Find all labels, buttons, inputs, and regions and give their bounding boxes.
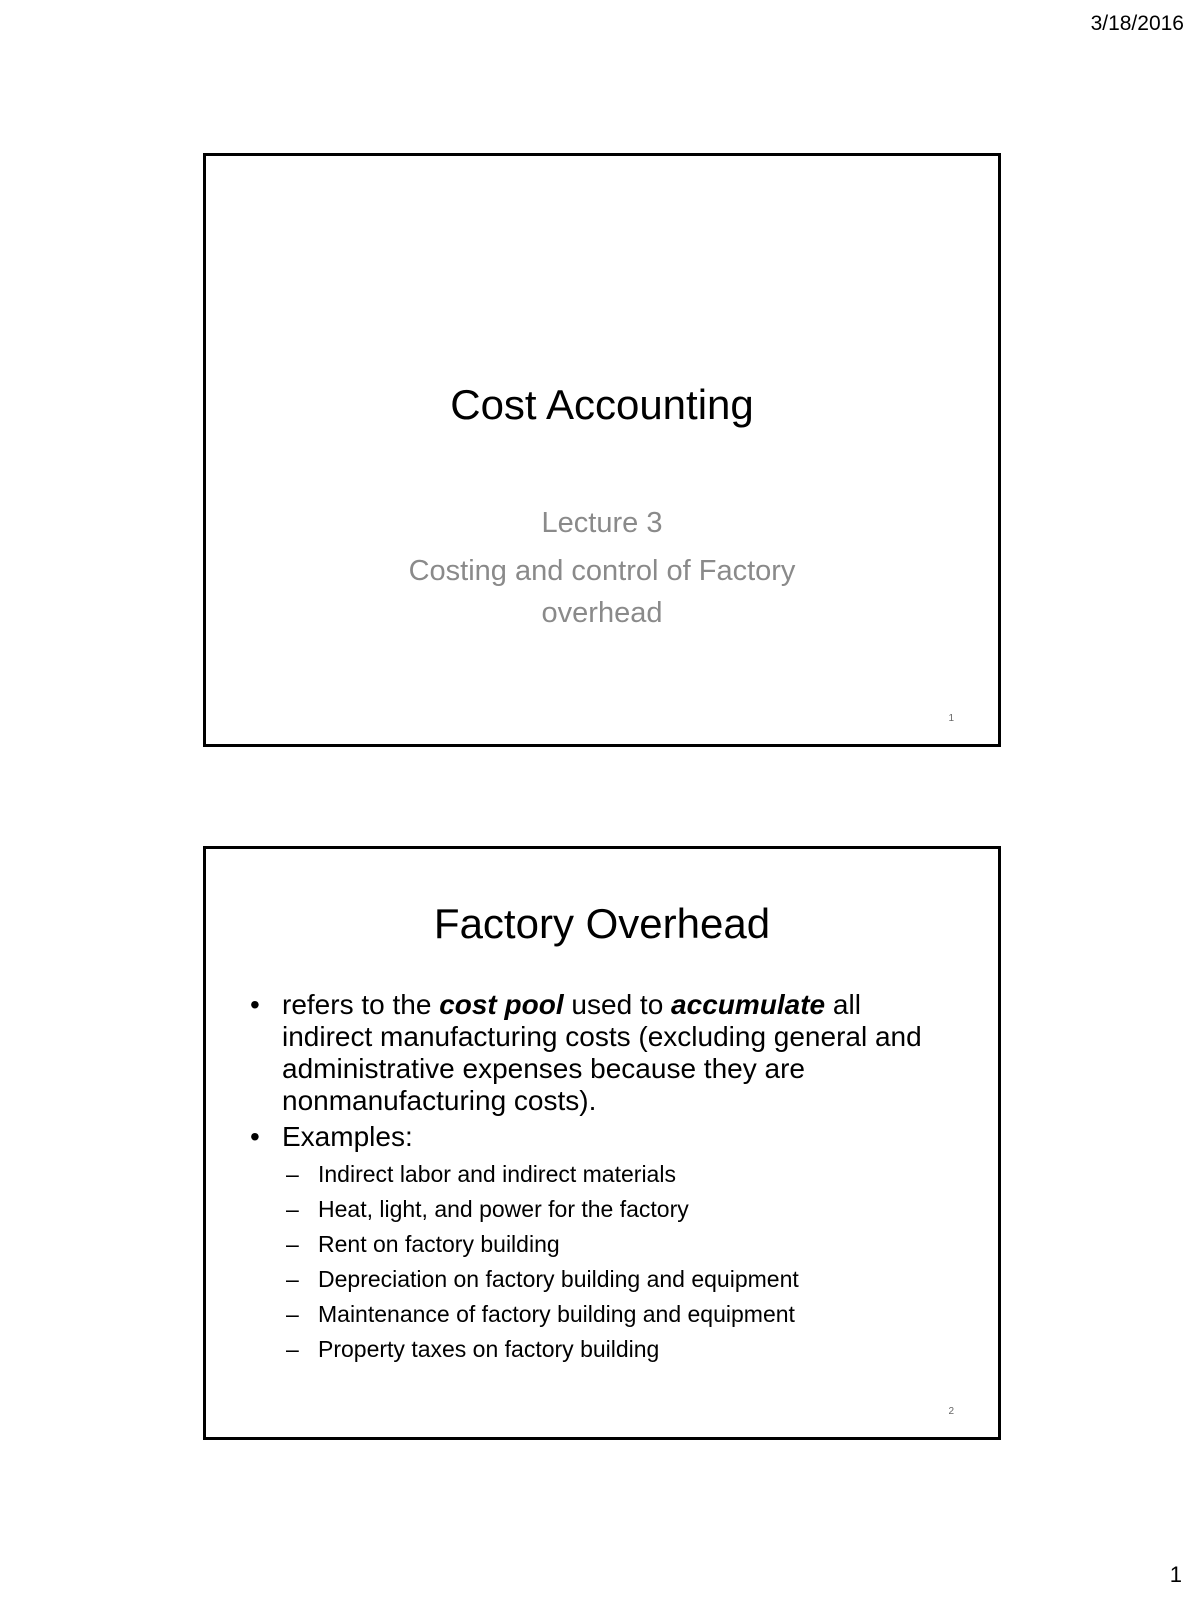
example-item: – Rent on factory building xyxy=(282,1227,938,1262)
slide-1-subtitle xyxy=(206,502,998,634)
example-item: – Heat, light, and power for the factory xyxy=(282,1192,938,1227)
slide-1-subtitle-line-1: Lecture 3 xyxy=(541,507,663,539)
slide-1 xyxy=(203,153,1001,747)
bullet-text: all indirect manufacturing costs (excluding general and administrative expenses because they are nonmanufacturing costs). xyxy=(282,989,922,1116)
slide-1-subtitle-line-2: Costing and control of Factory overhead xyxy=(408,555,796,630)
bullet-text: used to xyxy=(563,989,672,1020)
slide-2-body xyxy=(248,989,938,1371)
bullet-examples-label: Examples: xyxy=(282,1121,413,1152)
example-item: – Maintenance of factory building and equipment xyxy=(282,1297,938,1332)
slide-1-number: 1 xyxy=(948,713,954,724)
slide-2-number: 2 xyxy=(948,1406,954,1417)
bullet-definition xyxy=(248,989,938,1117)
example-item: – Depreciation on factory building and equipment xyxy=(282,1262,938,1297)
slide-2 xyxy=(203,846,1001,1440)
emphasis-cost-pool: cost pool xyxy=(439,989,564,1020)
examples-list xyxy=(282,1157,938,1367)
slide-2-title: Factory Overhead xyxy=(433,900,771,947)
example-item: – Indirect labor and indirect materials xyxy=(282,1157,938,1192)
page-number: 1 xyxy=(1169,1562,1182,1587)
bullet-examples xyxy=(248,1121,938,1367)
emphasis-accumulate: accumulate xyxy=(671,989,826,1020)
slide-1-title: Cost Accounting xyxy=(450,381,754,428)
page-date: 3/18/2016 xyxy=(1090,12,1184,35)
example-item: – Property taxes on factory building xyxy=(282,1332,938,1367)
bullet-text: refers to the xyxy=(282,989,440,1020)
